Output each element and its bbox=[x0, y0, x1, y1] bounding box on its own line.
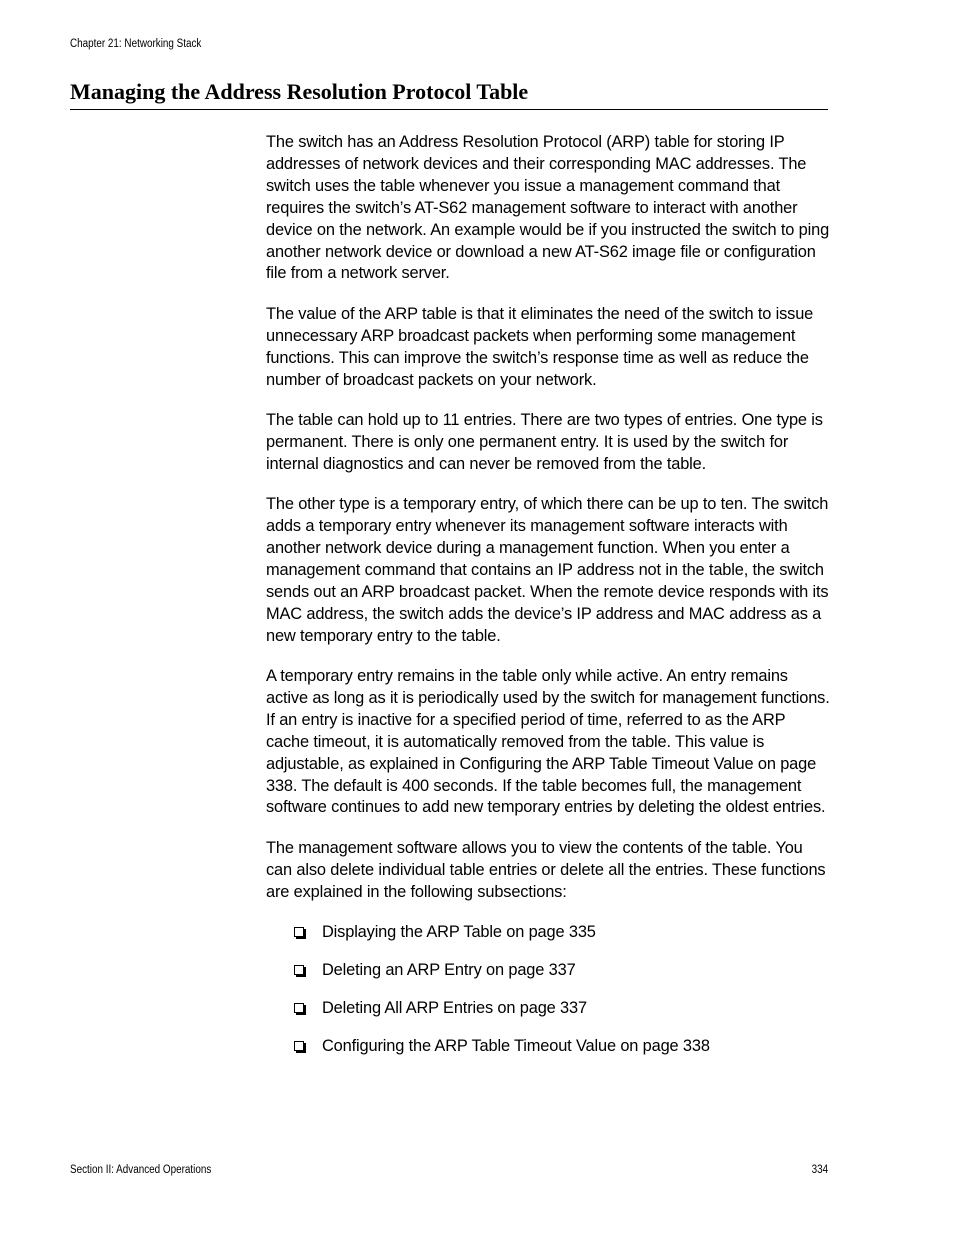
list-item bbox=[294, 922, 832, 944]
footer-section-name: Section II: Advanced Operations bbox=[70, 1164, 212, 1176]
paragraph: The table can hold up to 11 entries. There are two types of entries. One type is permanent. There is only one permanent entry. It is used by the switch for internal diagnostics and can never be removed from the table. bbox=[266, 410, 823, 473]
paragraph: The other type is a temporary entry, of which there can be up to ten. The switch adds a temporary entry whenever its management software interacts with another network device during a management function. When you enter a management command that contains an IP address not in the table, the switch sends out an ARP broadcast packet. When the remote device responds with its MAC address, the switch adds the device’s IP address and MAC address as a new temporary entry to the table. bbox=[266, 495, 829, 645]
paragraph: The value of the ARP table is that it eliminates the need of the switch to issue unnecessary ARP broadcast packets when performing some management functions. This can improve the switch’s response time as well as reduce the number of broadcast packets on your network. bbox=[266, 304, 814, 389]
checkbox-bullet-icon bbox=[294, 1003, 304, 1013]
cross-reference-link[interactable]: Configuring the ARP Table Timeout Value on page 338 bbox=[322, 1037, 710, 1056]
list-item bbox=[294, 960, 832, 982]
list-item bbox=[294, 1036, 832, 1058]
checkbox-bullet-icon bbox=[294, 965, 304, 975]
cross-reference-link[interactable]: Displaying the ARP Table on page 335 bbox=[322, 923, 596, 942]
paragraph: The management software allows you to view the contents of the table. You can also delete individual table entries or delete all the entries. These functions are explained in the following subsections: bbox=[266, 838, 826, 901]
checkbox-bullet-icon bbox=[294, 1041, 304, 1051]
cross-reference-link[interactable]: Deleting All ARP Entries on page 337 bbox=[322, 999, 587, 1018]
paragraph: A temporary entry remains in the table only while active. An entry remains active as long as it is periodically used by the switch for management functions. If an entry is inactive for a specified period of time, referred to as the ARP cache timeout, it is automatically removed from the table. This value is adjustable, as explained in Configuring the ARP Table Timeout Value on page 338. The default is 400 seconds. If the table becomes full, the management software continues to add new temporary entries by deleting the oldest entries. bbox=[266, 667, 830, 817]
paragraph: The switch has an Address Resolution Protocol (ARP) table for storing IP addresses of network devices and their corresponding MAC addresses. The switch uses the table whenever you issue a management command that requires the switch’s AT-S62 management software to interact with another device on the network. An example would be if you instructed the switch to ping another network device or download a new AT-S62 image file or configuration file from a network server. bbox=[266, 133, 830, 283]
cross-reference-link[interactable]: Deleting an ARP Entry on page 337 bbox=[322, 961, 576, 980]
footer-page-number: 334 bbox=[811, 1164, 828, 1176]
subsection-list bbox=[266, 922, 832, 1058]
running-header: Chapter 21: Networking Stack bbox=[70, 38, 202, 50]
section-title: Managing the Address Resolution Protocol Table bbox=[70, 79, 529, 104]
body-column bbox=[266, 132, 832, 1074]
checkbox-bullet-icon bbox=[294, 927, 304, 937]
title-rule bbox=[70, 109, 828, 110]
list-item bbox=[294, 998, 832, 1020]
